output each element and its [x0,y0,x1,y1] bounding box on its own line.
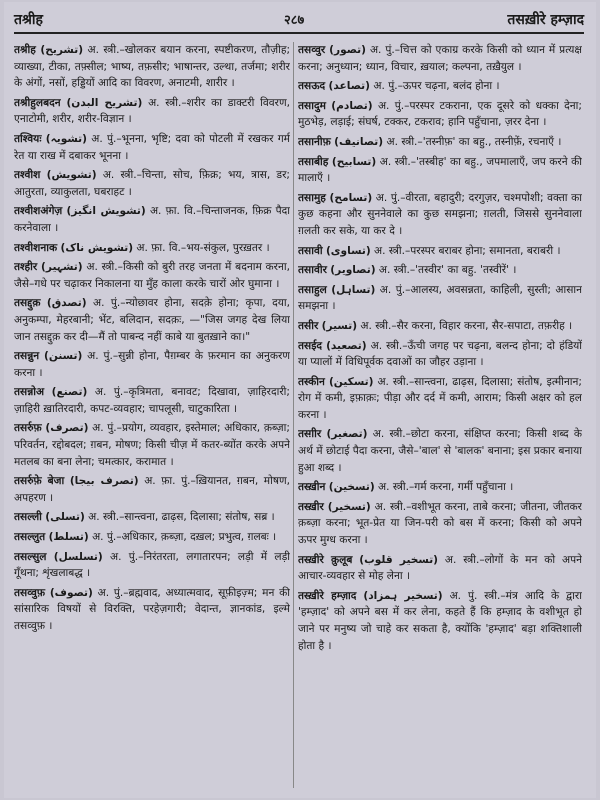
entry-headword: तश्वीशनाक [14,241,58,254]
dictionary-entry [14,42,290,92]
entry-headword: तसद्दुक़ [14,297,41,310]
entry-definition: अ. स्त्री.–चिन्ता, सोच, फ़िक्र; भय, त्रास, डर; आतुरता, व्याकुलता, घबराहट । [14,169,290,198]
entry-definition: अ. पुं. स्त्री.–मंत्र आदि के द्वारा 'हम्ज़ाद' को अपने बस में कर लेना, कहते हैं कि हम्ज़ाद के वशीभूत हो जाने पर मनुष्य जो चाहे कर सकता है, क्योंकि 'हम्ज़ाद' बड़ा शक्तिशाली होता है । [298,589,582,652]
entry-headword: तसल्लुत [14,531,46,544]
dictionary-entry [298,426,582,476]
entry-headword: तसन्नोअ [14,386,45,399]
entry-definition: अ. स्त्री.–खोलकर बयान करना, स्पष्टीकरण, तौज़ीह; व्याख्या, टीका, तफ़्सील; भाष्य, तफ़सीर; भाषान्तर, उल्था, तर्जमा; शरीर के अंगों, नसों, हड्डियों आदि का विवरण, अनाटमी, शारीर । [14,44,290,90]
dictionary-entry [298,154,582,187]
entry-headword: तश्वीश [14,169,41,182]
entry-definition: अ. स्त्री.–सान्त्वना, ढाढ़स, दिलासा; संतोष, सब्र । [88,511,275,524]
entry-definition: अ. स्त्री.–'तस्वीर' का बहु. 'तस्वीरें' । [378,264,517,277]
dictionary-entry [298,78,582,95]
entry-urdu-spelling: (تشویش انگیز) [66,205,146,218]
entry-urdu-spelling: (تشویش) [46,169,97,182]
dictionary-entry [298,552,582,585]
entry-definition: अ. स्त्री.–'तस्बीह' का बहु., जपमालाएँ, जप करने की मालाएँ । [298,155,582,185]
dictionary-page [4,2,596,798]
entry-urdu-spelling: (تساوی) [325,244,371,257]
dictionary-entry [298,338,582,371]
entry-headword: तसऊद [298,80,326,93]
entry-urdu-spelling: (تشہیر) [41,261,83,274]
entry-headword: तसर्रुफ़े बेजा [14,475,65,488]
dictionary-entry [298,282,582,315]
entry-urdu-spelling: (تسامح) [329,191,373,204]
dictionary-entry [298,588,582,654]
dictionary-entry [298,98,582,131]
entry-urdu-spelling: (تصاویر) [330,264,376,277]
entry-headword: तस्ख़ीर [298,500,324,513]
entry-definition: अ. स्त्री.–वशीभूत करना, ताबे करना; जीतना, जीतकर क़ब्ज़ा करना; भूत-प्रेत या जिन-परी को बस में करना; किसी को अपने ऊपर मुग्ध करना । [298,500,582,547]
entry-definition: अ. पुं.–प्रयोग, व्यवहार, इस्तेमाल; अधिकार, क़ब्ज़ा; परिवर्तन, रद्दोबदल; ग़बन, मोषण; किसी चीज़ में कतर-ब्योंत करके अपने मतलब का बना लेना; चमत्कार, करामात । [14,422,290,468]
entry-urdu-spelling: (تسابیح) [331,155,377,168]
entry-urdu-spelling: (تسیر) [321,319,358,332]
entry-definition: अ. स्त्री.–किसी को बुरी तरह जनता में बदनाम करना, जैसे–गधे पर चढ़ाकर निकालना या मुँह काला करके चारों ओर घुमाना । [14,261,290,290]
entry-headword: तश्वीशअंगेज़ [14,205,63,218]
entry-urdu-spelling: (تصاعد) [328,80,370,93]
entry-urdu-spelling: (تسلی) [45,511,85,524]
dictionary-entry [14,420,290,470]
entry-headword: तसीर [298,319,319,332]
dictionary-entry [298,243,582,260]
entry-definition: अ. स्त्री.–छोटा करना, संक्षिप्त करना; किसी शब्द के अर्थ में छोटाई पैदा करना, जैसे–'बाल' से 'बालक' बनाना; इस प्रकार बनाया हुआ शब्द । [298,428,582,474]
dictionary-entry [14,585,290,635]
entry-headword: तश्रीह [14,44,36,56]
entry-urdu-spelling: (تشریح البدن) [66,96,143,109]
dictionary-entry [14,348,290,381]
entry-urdu-spelling: (تصانیف) [334,135,384,148]
entry-urdu-spelling: (تسلسل) [53,550,103,563]
entry-headword: तश्हीर [14,261,38,274]
entry-urdu-spelling: (تصغیر) [326,428,368,441]
dictionary-entry [14,203,290,236]
entry-urdu-spelling: (تصنع) [51,386,88,399]
dictionary-entry [298,134,582,151]
entry-headword: तसावीर [298,264,327,277]
entry-urdu-spelling: (تصدق) [46,297,87,310]
entry-definition: अ. पुं.–अधिकार, क़ब्ज़ा, दख़ल; प्रभुत्व, ग़लबः । [92,531,277,544]
entry-definition: अ. स्त्री.–ऊँची जगह पर चढ़ना, बलन्द होना; दो हंडियों या प्यालों में विधिपूर्वक दवाओं का जौहर उड़ाना । [298,339,582,369]
entry-urdu-spelling: (تسلط) [48,531,89,544]
entry-urdu-spelling: (تساہل) [331,283,376,296]
entry-definition: अ. फ़ा. वि.–भय-संकुल, पुरख़तर । [136,241,270,254]
header-left-guide-word: तश्रीह [14,12,43,28]
entry-headword: तसाबीह [298,155,329,168]
dictionary-entry [298,499,582,549]
dictionary-entry [14,384,290,417]
dictionary-entry [298,479,582,496]
entry-definition: अ. फ़ा. पुं.–ख़ियानत, ग़बन, मोषण, अपहरण । [14,475,290,504]
entry-headword: तसईद [298,339,323,352]
dictionary-entry [298,42,582,75]
left-column [14,42,290,788]
entry-urdu-spelling: (تسخیر ہمزاد) [363,589,443,602]
dictionary-entry [14,259,290,292]
entry-urdu-spelling: (تصوف) [49,586,93,599]
entry-headword: तसानीफ़ [298,135,331,148]
entry-definition: अ. स्त्री.–परस्पर बराबर होना; समानता, बराबरी । [374,244,561,257]
page-header [14,8,584,34]
entry-headword: तस्कीन [298,375,325,388]
entry-headword: तसादुम [298,99,326,112]
dictionary-entry [14,295,290,345]
entry-urdu-spelling: (تصرف) [45,422,89,435]
entry-definition: अ. पुं.–निरंतरता, लगातारपन; लड़ी में लड़ी गूँथना; शृंखलाबद्ध । [14,550,290,580]
dictionary-entry [14,131,290,164]
entry-urdu-spelling: (تشویہ) [45,132,88,145]
entry-urdu-spelling: (تصعید) [326,339,367,352]
entry-definition: अ. स्त्री.–सान्त्वना, ढाढ़स, दिलासा; संतोष, इत्मीनान; रोग में कमी, इफ़ाक़ः; पीड़ा और दर्द में कमी, आराम; किसी अक्षर को हल करना । [298,375,582,421]
entry-definition: अ. स्त्री.–'तस्नीफ़' का बहु., तस्नीफ़ें, रचनाएँ । [386,135,562,148]
entry-definition: अ. पुं.–सुन्नी होना, पैग़म्बर के फ़रमान का अनुकरण करना । [14,350,290,379]
right-column [298,42,582,788]
dictionary-entry [14,95,290,128]
entry-headword: तसामुह [298,191,326,204]
entry-urdu-spelling: (تشویش ناک) [60,241,134,254]
entry-urdu-spelling: (تسنن) [43,350,83,363]
entry-headword: तस्ख़ीरे हम्ज़ाद [298,589,357,602]
page-number: २८७ [284,13,305,28]
entry-headword: तसन्नुन [14,350,40,363]
entry-definition: अ. पुं.–वीरता, बहादुरी; दरगुज़र, चश्मपोशी; वक्ता का कुछ कहना और सुननेवाले का कुछ समझना; ग़लती, जिससे सुननेवाला ग़लती कर सके, या कर दे । [298,191,582,237]
entry-headword: तस्ग़ीर [298,428,322,441]
entry-definition: अ. पुं.–न्योछावर होना, सदक़े होना; कृपा, दया, अनुकम्पा, मेहरबानी; भेंट, बलिदान, सदक़ः, —"जिस जगह देख लिया जान तसद्दुक़ कर दी—मैं तो पाबन्द नहीं काबे या बुतख़ाने का।" [14,297,290,343]
dictionary-entry [14,509,290,526]
entry-urdu-spelling: (تصور) [329,44,367,56]
entry-urdu-spelling: (تشریح) [40,44,84,56]
entry-urdu-spelling: (تصرف بیجا) [69,475,139,488]
entry-headword: तसल्ली [14,511,42,524]
entry-definition: अ. फ़ा. वि.–चिन्ताजनक, फ़िक्र पैदा करनेवाला । [14,205,290,234]
column-divider [293,42,294,788]
entry-definition: अ. पुं.–कृत्रिमता, बनावट; दिखावा, ज़ाहिरदारी; ज़ाहिरी ख़ातिरदारी, कपट-व्यवहार; चापलूसी, चाटुकारिता । [14,386,290,415]
entry-headword: तसव्वुफ़ [14,586,46,599]
dictionary-entry [14,240,290,257]
entry-definition: अ. पुं.–ऊपर चढ़ना, बलंद होना । [373,80,500,93]
entry-headword: तस्ख़ीन [298,481,326,494]
dictionary-entry [298,374,582,424]
dictionary-entry [298,262,582,279]
header-right-guide-word: तसख़ीरे हम्ज़ाद [507,12,584,28]
entry-definition: अ. पुं.–आलस्य, अवसन्नता, काहिली, सुस्ती; आसान समझना । [298,283,582,313]
entry-urdu-spelling: (تسخیر) [327,500,371,513]
entry-headword: तश्रीहुलबदन [14,96,61,109]
entry-definition: अ. स्त्री.–सैर करना, विहार करना, सैर-सपाटा, तफ़रीह । [360,319,573,332]
entry-headword: तसर्रुफ़ [14,422,42,435]
entry-headword: तसावी [298,244,323,257]
entry-definition: अ. पुं.–ब्रह्मवाद, अध्यात्मवाद, सूफ़ीइज़्म; मन की सांसारिक विषयों से विरक्ति, परहेज़गारी; वेदान्त, ज्ञानकांड, इल्मे तसव्वुफ़ । [14,586,290,632]
entry-definition: अ. पुं.–परस्पर टकराना, एक दूसरे को धक्का देना; मुठभेड़, लड़ाई; संघर्ष, टक्कर, टकराव; हानि पहुँचाना, ज़रर देना । [298,99,582,129]
dictionary-entry [14,549,290,582]
entry-definition: अ. पुं.–चित्त को एकाग्र करके किसी को ध्यान में प्रत्यक्ष करना; अनुध्यान; ध्यान, विचार, ख़याल; कल्पना, तख़ैयुल । [298,44,582,73]
entry-headword: तसव्वुर [298,44,326,56]
entry-urdu-spelling: (تسخیر قلوب) [359,553,439,566]
entry-urdu-spelling: (تسخین) [328,481,375,494]
entry-headword: तसल्सुल [14,550,47,563]
entry-headword: तसाहुल [298,283,327,296]
entry-urdu-spelling: (تسکین) [328,375,374,388]
entry-definition: अ. स्त्री.–शरीर का डाक्टरी विवरण, एनाटोमी, शरीर, शरीर-विज्ञान । [14,96,290,126]
entry-urdu-spelling: (تصادم) [331,99,373,112]
dictionary-entry [14,167,290,200]
entry-definition: अ. पुं.–भूनना, भृष्टि; दवा को पोटली में रखकर गर्म रेत या राख में दबाकर भूनना । [14,132,290,162]
dictionary-entry [14,473,290,506]
entry-definition: अ. स्त्री.–गर्म करना, गर्मी पहुँचाना । [378,481,514,494]
dictionary-entry [14,529,290,546]
dictionary-entry [298,190,582,240]
entry-headword: तस्ख़ीरे क़ुलूब [298,553,353,566]
entry-headword: तश्वियः [14,132,42,145]
entry-definition: अ. स्त्री.–लोगों के मन को अपने आचार-व्यवहार से मोह लेना । [298,553,582,583]
dictionary-entry [298,318,582,335]
